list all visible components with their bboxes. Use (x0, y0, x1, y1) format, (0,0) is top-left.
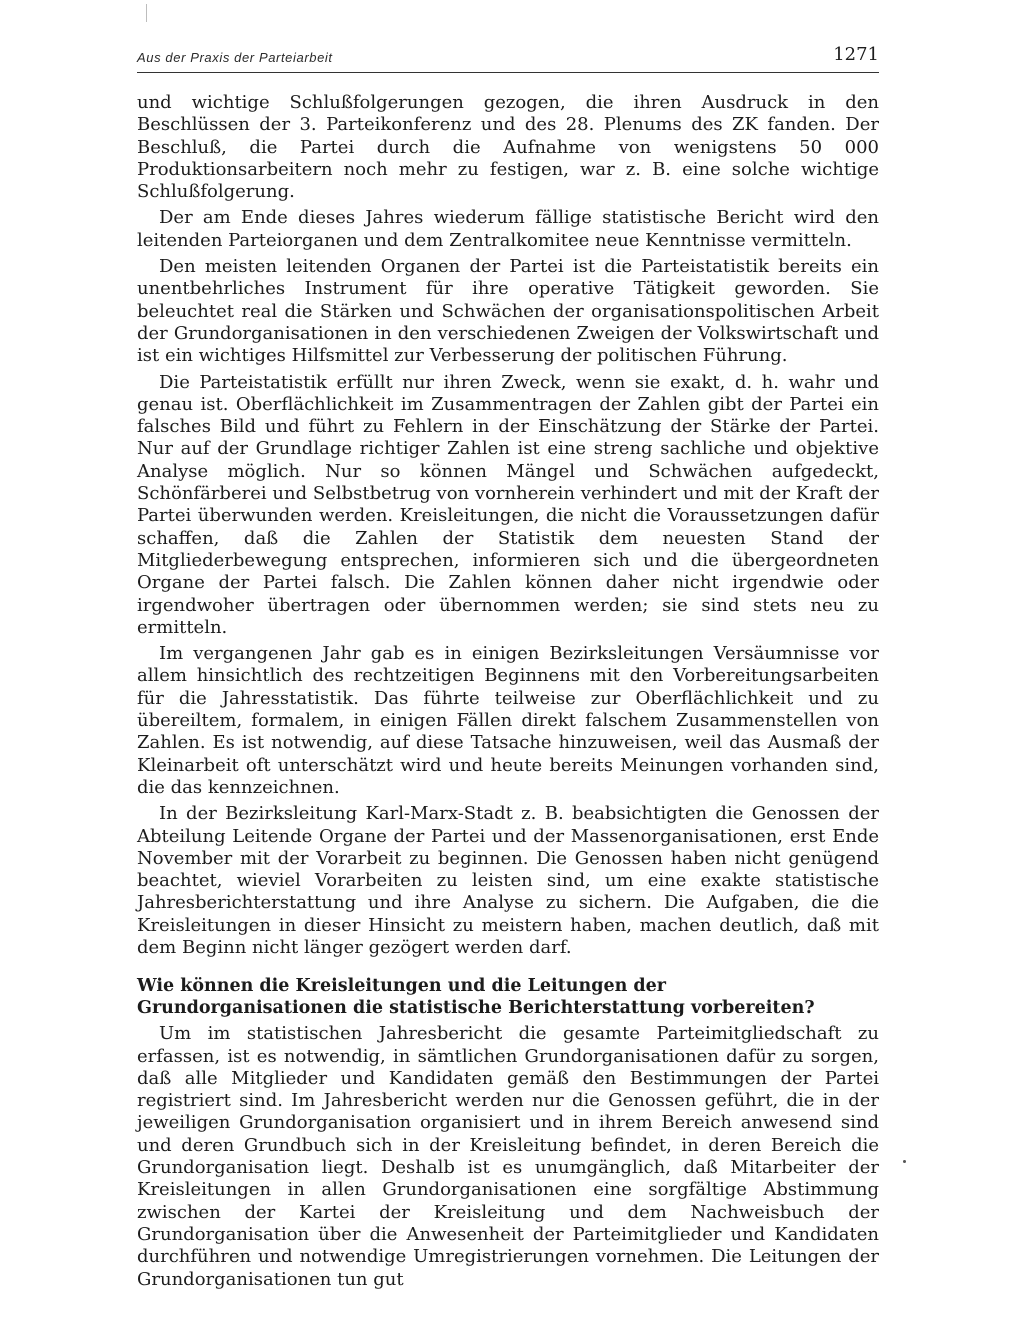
paragraph: Der am Ende dieses Jahres wiederum fällige statistische Bericht wird den leitenden Parteiorganen und dem Zentralkomitee neue Kenntnisse vermitteln. (137, 207, 879, 251)
running-head: Aus der Praxis der Parteiarbeit (137, 50, 333, 65)
paragraph: Im vergangenen Jahr gab es in einigen Bezirksleitungen Versäumnisse vor allem hinsichtlich des rechtzeitigen Beginnens mit den Vorbereitungsarbeiten für die Jahresstatistik. Das führte teilweise zur Oberflächlichkeit und zu übereiltem, formalem, in einigen Fällen direkt falschem Zusammenstellen von Zahlen. Es ist notwendig, auf diese Tatsache hinzuweisen, weil das Ausmaß der Kleinarbeit oft unterschätzt wird und heute bereits Meinungen vorhanden sind, die das kennzeichnen. (137, 643, 879, 798)
paragraph: Um im statistischen Jahresbericht die gesamte Parteimitgliedschaft zu erfassen, ist es notwendig, in sämtlichen Grundorganisationen dafür zu sorgen, daß alle Mitglieder und Kandidaten gemäß den Bestimmungen der Partei registriert sind. Im Jahresbericht werden nur die Genossen geführt, die in der jeweiligen Grundorganisation organisiert und in ihrem Bereich anwesend sind und deren Grundbuch sich in der Kreisleitung befindet, in deren Bereich die Grundorganisation liegt. Deshalb ist es unumgänglich, daß Mitarbeiter der Kreisleitungen in allen Grundorganisationen eine sorgfältige Abstimmung zwischen der Kartei der Kreisleitung und dem Nachweisbuch der Grundorganisation über die Anwesenheit der Parteimitglieder und Kandidaten durchführen und notwendige Umregistrierungen vornehmen. Die Leitungen der Grundorganisationen tun gut (137, 1023, 879, 1290)
section-heading: Wie können die Kreisleitungen und die Leitungen der Grundorganisationen die statistische Berichterstattung vorbereiten? (137, 976, 815, 1019)
paragraph: In der Bezirksleitung Karl-Marx-Stadt z. B. beabsichtigten die Genossen der Abteilung Leitende Organe der Partei und der Massenorganisationen, erst Ende November mit der Vorarbeit zu beginnen. Die Genossen haben nicht genügend beachtet, wieviel Vorarbeiten zu leisten sind, um eine exakte statistische Jahresberichterstattung und ihre Analyse zu sichern. Die Aufgaben, die die Kreisleitungen in dieser Hinsicht zu meistern haben, machen deutlich, daß mit dem Beginn nicht länger gezögert werden darf. (137, 803, 879, 958)
header-rule (137, 72, 879, 73)
page-header (137, 44, 879, 70)
paragraph: und wichtige Schlußfolgerungen gezogen, die ihren Ausdruck in den Beschlüssen der 3. Parteikonferenz und des 28. Plenums des ZK fanden. Der Beschluß, die Partei durch die Aufnahme von wenigstens 50 000 Produktionsarbeitern noch mehr zu festigen, war z. B. eine solche wichtige Schlußfolgerung. (137, 92, 879, 203)
paragraph: Die Parteistatistik erfüllt nur ihren Zweck, wenn sie exakt, d. h. wahr und genau ist. Oberflächlichkeit im Zusammentragen der Zahlen gibt der Partei ein falsches Bild und führt zu Fehlern in der Einschätzung der Stärke der Partei. Nur auf der Grundlage richtiger Zahlen ist eine streng sachliche und objektive Analyse möglich. Nur so können Mängel und Schwächen aufgedeckt, Schönfärberei und Selbstbetrug von vornherein verhindert und mit der Kraft der Partei überwunden werden. Kreisleitungen, die nicht die Voraussetzungen dafür schaffen, daß die Zahlen der Statistik dem neuesten Stand der Mitgliederbewegung entsprechen, informieren sich und die übergeordneten Organe der Partei falsch. Die Zahlen können daher nicht irgendwie oder irgendwoher übertragen oder übernommen werden; sie sind stets neu zu ermitteln. (137, 371, 879, 638)
paragraph: Den meisten leitenden Organen der Partei ist die Parteistatistik bereits ein unentbehrliches Instrument für ihre operative Tätigkeit geworden. Sie beleuchtet real die Stärken und Schwächen der organisationspolitischen Arbeit der Grundorganisationen in den verschiedenen Zweigen der Volkswirtschaft und ist ein wichtiges Hilfsmittel zur Verbesserung der politischen Führung. (137, 256, 879, 367)
margin-dot (903, 1160, 906, 1163)
body-text (137, 92, 879, 1295)
page-number: 1271 (833, 44, 879, 65)
margin-mark (146, 4, 147, 22)
